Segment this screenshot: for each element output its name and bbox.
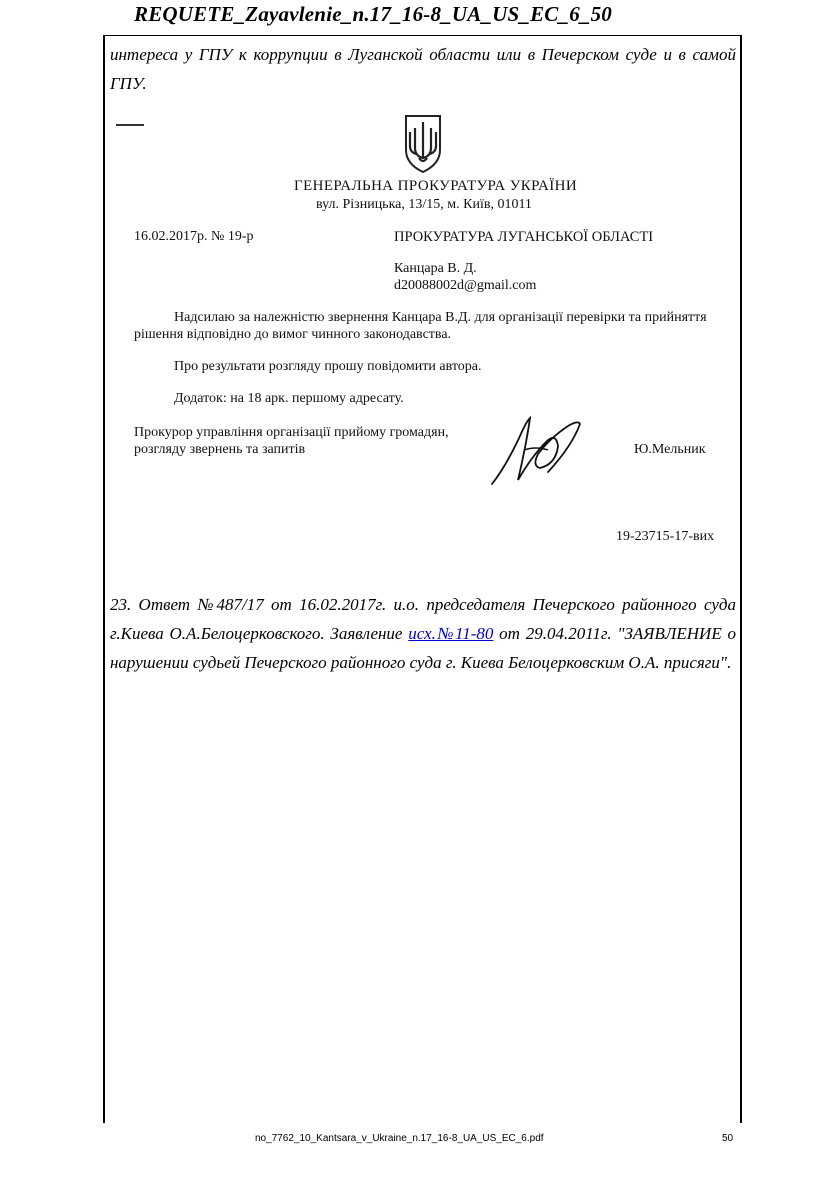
letter-body-line-1: Надсилаю за належністю звернення Канцара В.Д. для організації перевірки та прийняття — [174, 310, 707, 325]
scanned-letter — [108, 110, 738, 560]
page-border-left — [103, 36, 105, 1123]
signer-title-line-1: Прокурор управління організації прийому громадян, — [134, 425, 449, 440]
letter-body-results: Про результати розгляду прошу повідомити автора. — [174, 359, 482, 374]
org-name: ГЕНЕРАЛЬНА ПРОКУРАТУРА УКРАЇНИ — [294, 178, 578, 194]
letter-ref-date: 16.02.2017р. № 19-р — [134, 229, 254, 244]
trident-emblem-icon — [402, 114, 444, 174]
page-header-title: REQUETE_Zayavlenie_n.17_16-8_UA_US_EC_6_50 — [134, 2, 612, 26]
handwritten-signature — [486, 406, 586, 492]
intro-paragraph: интереса у ГПУ к коррупции в Луганской области или в Печерском суде и в самой ГПУ. — [110, 45, 736, 93]
letter-body-line-2: рішення відповідно до вимог чинного законодавства. — [134, 327, 452, 342]
item-23-text-before: 23. Ответ №487/17 от 16.02.2017г. и.о. председателя Печерского районного суда г.Киева О.А.Белоцерковского. Заявление — [110, 595, 736, 643]
item-23-paragraph — [110, 590, 736, 677]
page-border-top — [103, 35, 742, 36]
org-address: вул. Різницька, 13/15, м. Київ, 01011 — [316, 197, 532, 212]
letter-body-attachment: Додаток: на 18 арк. першому адресату. — [174, 391, 404, 406]
recipient-org: ПРОКУРАТУРА ЛУГАНСЬКОЇ ОБЛАСТІ — [394, 229, 654, 245]
scan-dash-mark — [116, 124, 144, 126]
outgoing-reference: 19-23715-17-вих — [616, 529, 715, 544]
item-23-text-after: от 29.04.2011г. "ЗАЯВЛЕНИЕ о нарушении судьей Печерского районного суда г. Киева Белоцерковским О.А. присяги". — [110, 624, 736, 672]
footer-page-number: 50 — [722, 1133, 734, 1144]
page-border-right — [740, 36, 742, 1123]
document-reference-link[interactable]: исх.№11-80 — [408, 624, 494, 643]
addressee-name: Канцара В. Д. — [394, 261, 477, 276]
addressee-email: d20088002d@gmail.com — [394, 278, 537, 293]
footer-file-name: no_7762_10_Kantsara_v_Ukraine_n.17_16-8_UA_US_EC_6.pdf — [255, 1133, 544, 1144]
signatory-name: Ю.Мельник — [634, 442, 706, 457]
signer-title-line-2: розгляду звернень та запитів — [134, 442, 306, 457]
